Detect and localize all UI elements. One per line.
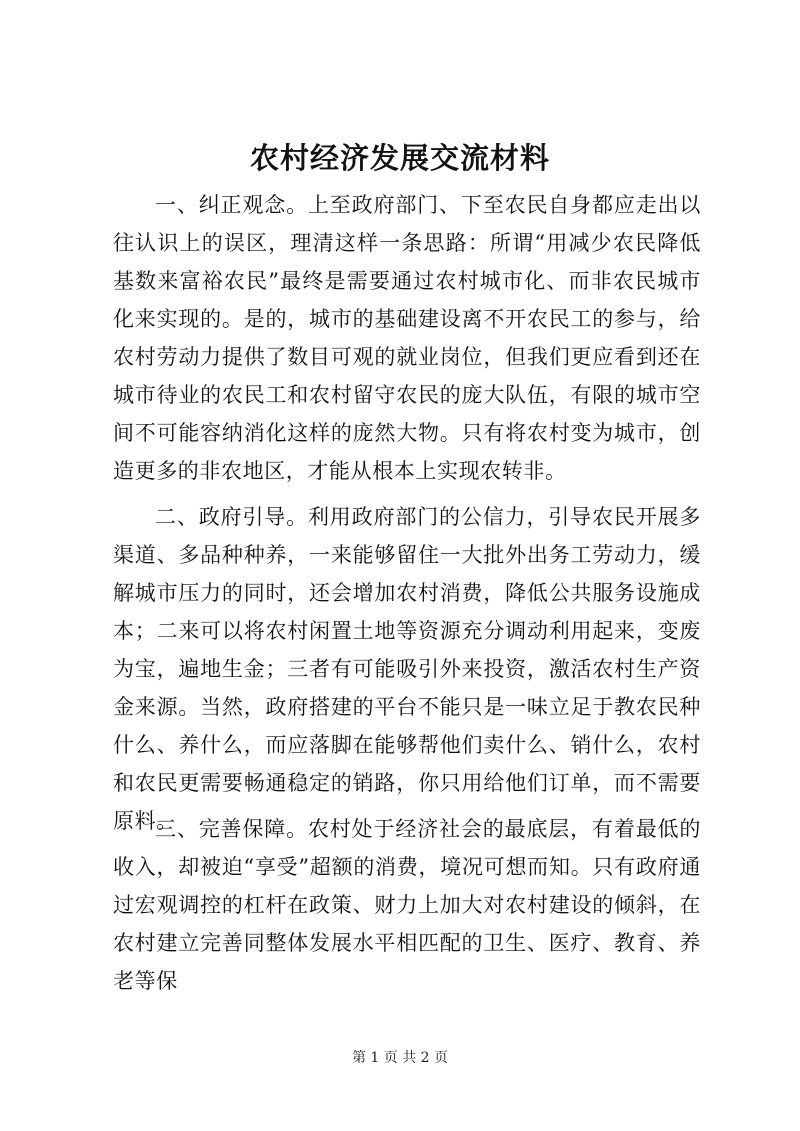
paragraph-improve-security: 三、完善保障。农村处于经济社会的最底层，有着最低的收入，却被迫“享受”超额的消费，境况可想而知。只有政府通过宏观调控的杠杆在政策、财力上加大对农村建设的倾斜，在农村建立完善同整体发展水平相匹配的卫生、医疗、教育、养老等保 — [113, 817, 701, 993]
document-body — [113, 186, 701, 1010]
page-number-footer: 第 1 页 共 2 页 — [351, 1050, 449, 1066]
paragraph-correct-concept: 一、纠正观念。上至政府部门、下至农民自身都应走出以往认识上的误区，理清这样一条思路：所谓“用减少农民降低基数来富裕农民”最终是需要通过农村城市化、而非农民城市化来实现的。是的，城市的基础建设离不开农民工的参与，给农村劳动力提供了数目可观的就业岗位，但我们更应看到还在城市待业的农民工和农村留守农民的庞大队伍，有限的城市空间不可能容纳消化这样的庞然大物。只有将农村变为城市，创造更多的非农地区，才能从根本上实现农转非。 — [113, 193, 701, 483]
document-title: 农村经济发展交流材料 — [249, 141, 550, 175]
paragraph-government-guidance: 二、政府引导。利用政府部门的公信力，引导农民开展多渠道、多品种种养，一来能够留住一大批外出务工劳动力，缓解城市压力的同时，还会增加农村消费，降低公共服务设施成本；二来可以将农村闲置土地等资源充分调动利用起来，变废为宝，遍地生金；三者有可能吸引外来投资，激活农村生产资金来源。当然，政府搭建的平台不能只是一味立足于教农民种什么、养什么，而应落脚在能够帮他们卖什么、销什么，农村和农民更需要畅通稳定的销路，你只用给他们订单，而不需要原料。 — [113, 505, 701, 833]
